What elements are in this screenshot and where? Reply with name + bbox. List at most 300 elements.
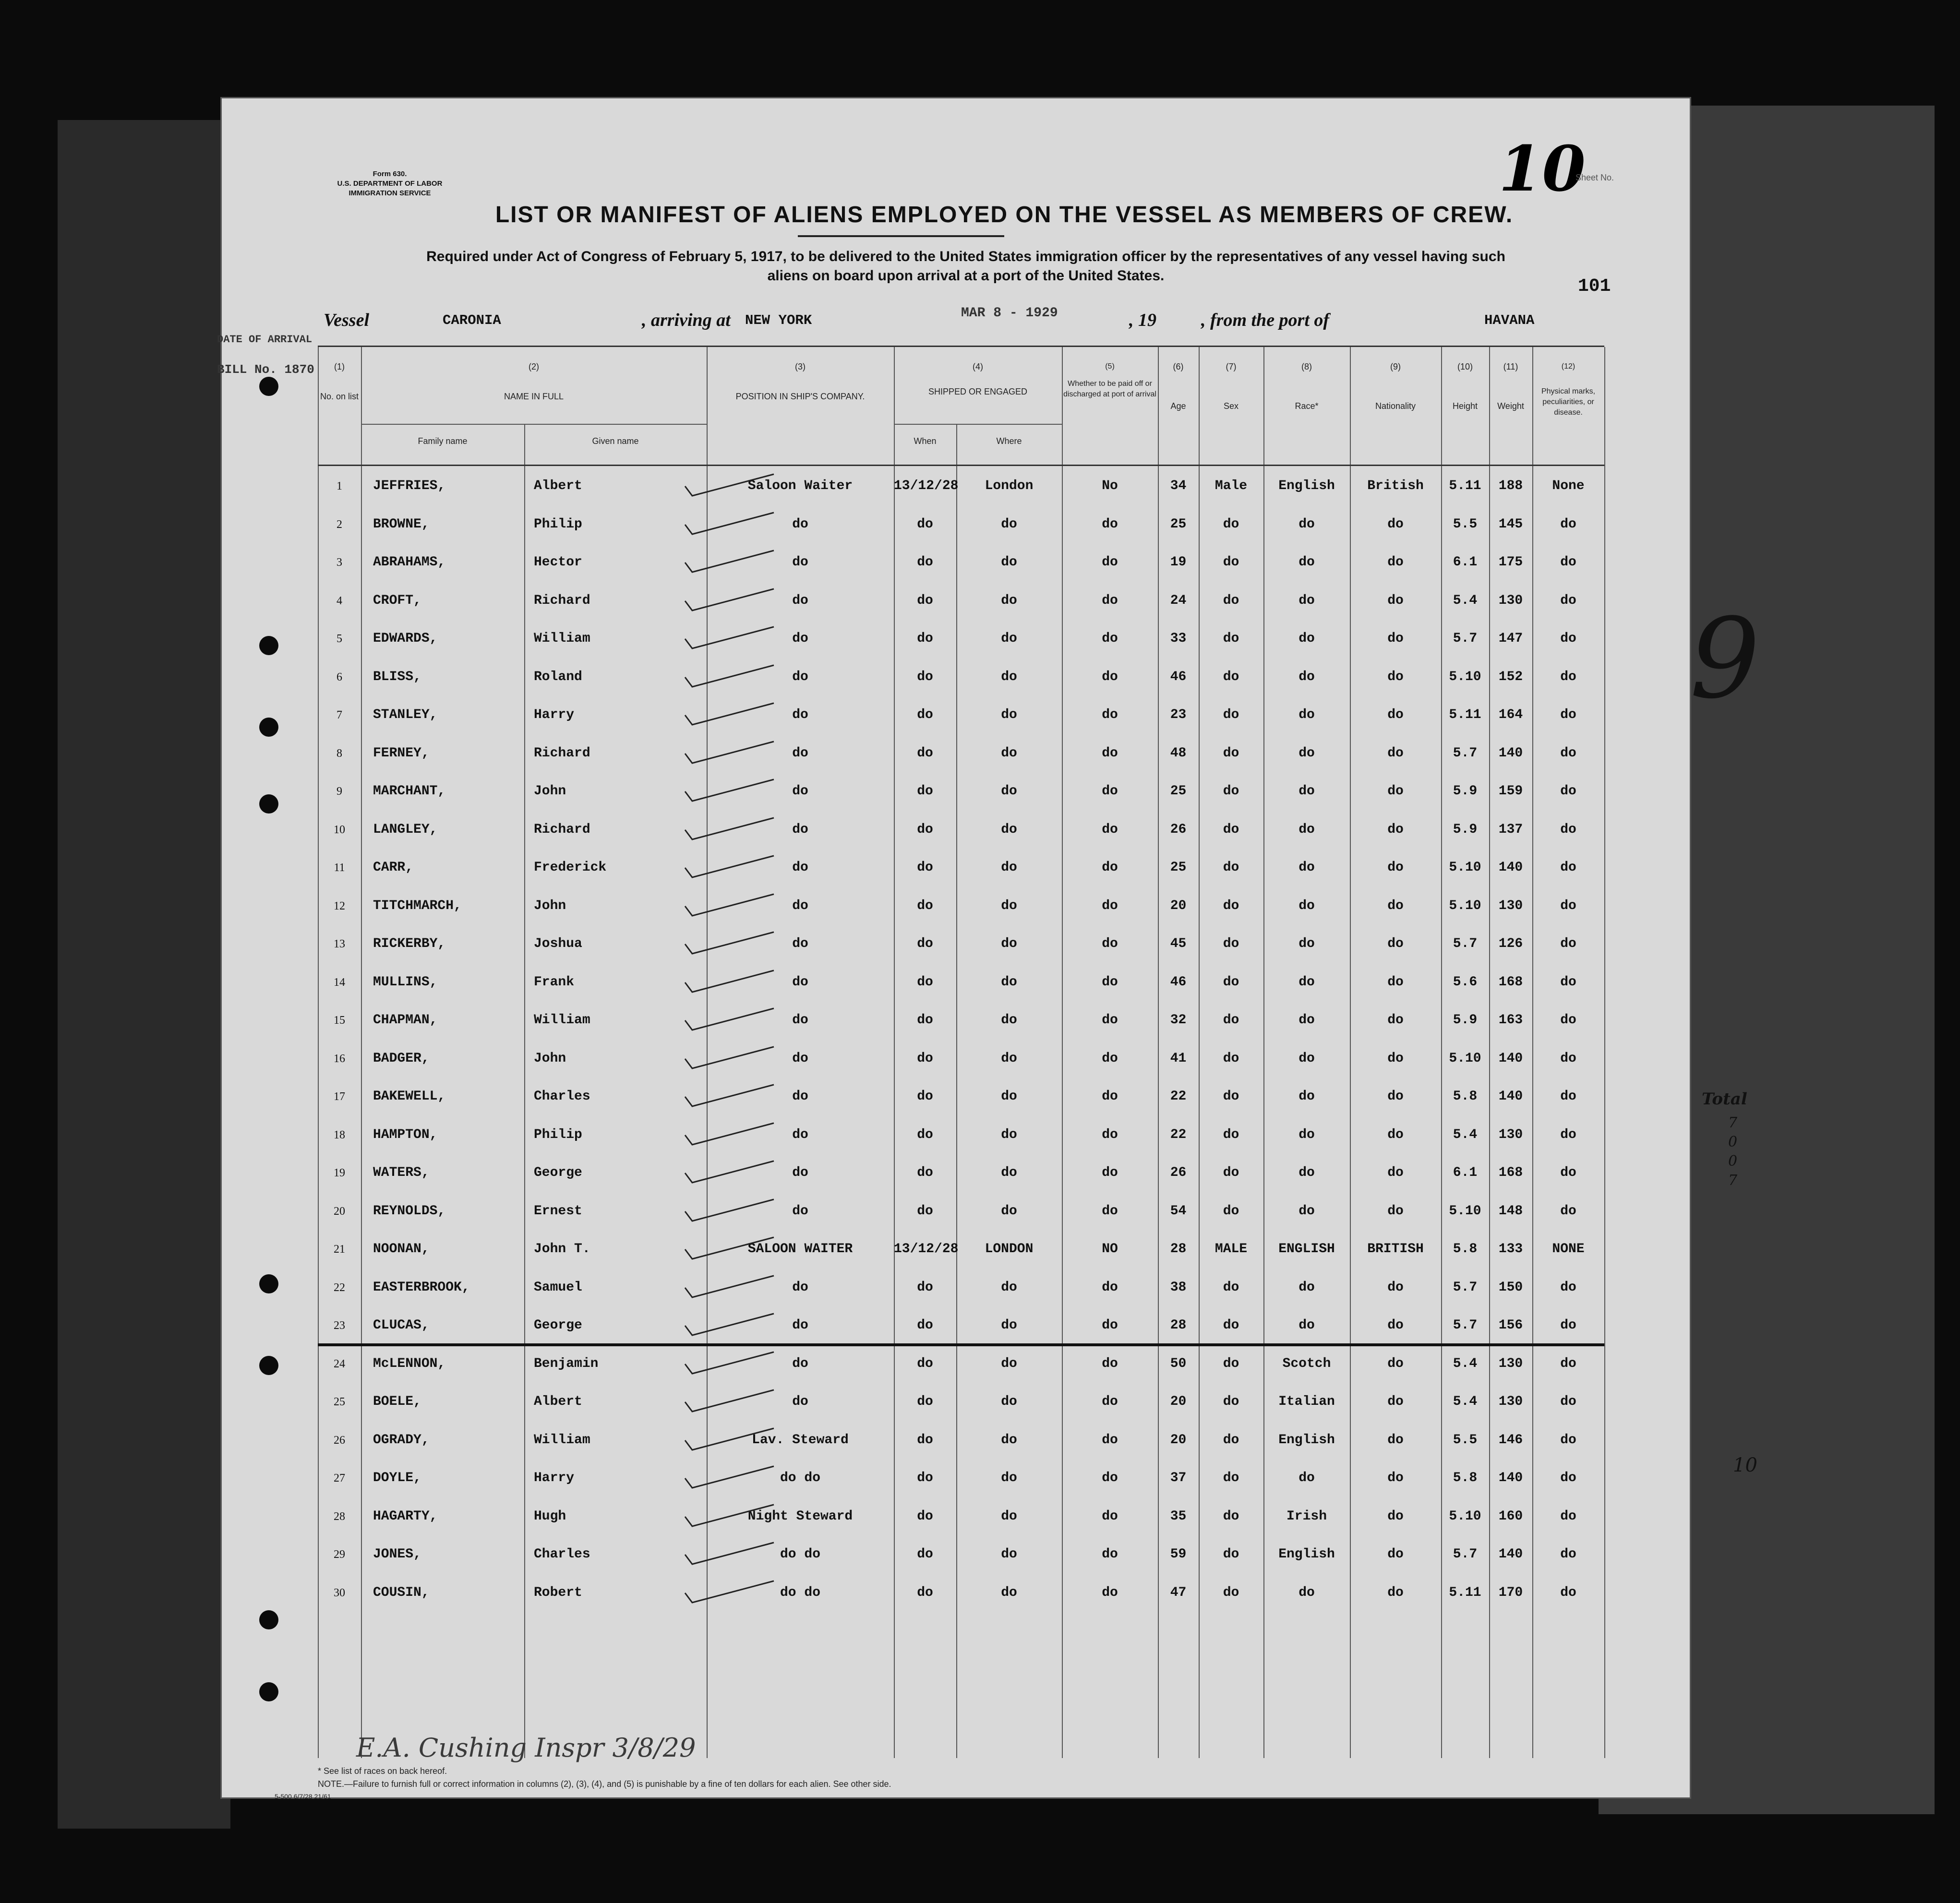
given-name-cell: Charles bbox=[534, 1547, 590, 1562]
shipped-where-cell: do bbox=[1001, 1432, 1017, 1448]
row-number-cell: 18 bbox=[334, 1128, 345, 1141]
family-name-cell: CLUCAS, bbox=[373, 1318, 430, 1333]
race-cell: do bbox=[1299, 707, 1315, 722]
paid-off-cell: do bbox=[1102, 669, 1118, 684]
physical-marks-cell: do bbox=[1560, 860, 1576, 875]
sex-cell: do bbox=[1223, 1127, 1239, 1142]
row-number-cell: 10 bbox=[334, 823, 345, 836]
paid-off-cell: do bbox=[1102, 516, 1118, 532]
footnote-penalty: NOTE.—Failure to furnish full or correct information in columns (2), (3), (4), and (5) is punishable by a fine of ten dollars for each alien. See other side. bbox=[318, 1779, 891, 1789]
shipped-when-cell: do bbox=[917, 1471, 933, 1485]
check-mark-icon bbox=[683, 930, 779, 958]
col-label: POSITION IN SHIP'S COMPANY. bbox=[735, 392, 865, 401]
shipped-when-cell: do bbox=[917, 1127, 933, 1142]
shipped-where-cell: do bbox=[1001, 1051, 1017, 1066]
paid-off-cell: do bbox=[1102, 898, 1118, 913]
family-name-cell: BROWNE, bbox=[373, 516, 430, 532]
check-mark-icon bbox=[683, 1540, 779, 1569]
family-name-cell: STANLEY, bbox=[373, 707, 438, 722]
col-index: (3) bbox=[795, 362, 806, 371]
height-cell: 5.6 bbox=[1453, 974, 1478, 990]
height-cell: 5.4 bbox=[1453, 1394, 1478, 1409]
family-name-cell: RICKERBY, bbox=[373, 936, 446, 951]
sex-cell: MALE bbox=[1214, 1242, 1248, 1257]
shipped-when-cell: do bbox=[917, 860, 933, 875]
position-cell: do bbox=[792, 1356, 808, 1371]
given-name-cell: Albert bbox=[534, 1394, 582, 1409]
race-cell: do bbox=[1299, 860, 1315, 875]
paid-off-cell: do bbox=[1102, 1089, 1118, 1104]
shipped-where-cell: do bbox=[1001, 707, 1017, 722]
weight-cell: 137 bbox=[1498, 822, 1523, 837]
age-cell: 25 bbox=[1170, 516, 1187, 532]
paid-off-cell: do bbox=[1102, 860, 1118, 875]
row-number-cell: 27 bbox=[334, 1472, 345, 1484]
shipped-where-cell: do bbox=[1001, 1585, 1017, 1600]
shipped-where-cell: do bbox=[1001, 1203, 1017, 1219]
physical-marks-cell: do bbox=[1560, 631, 1576, 646]
shipped-where-cell: do bbox=[1001, 593, 1017, 608]
age-cell: 22 bbox=[1170, 1127, 1187, 1142]
table-row bbox=[318, 849, 1604, 887]
header-subrule bbox=[894, 424, 1062, 425]
shipped-where-cell: do bbox=[1001, 555, 1017, 570]
paid-off-cell: NO bbox=[1102, 1242, 1118, 1257]
given-name-cell: Richard bbox=[534, 745, 590, 761]
given-name-cell: William bbox=[534, 631, 590, 646]
family-name-cell: HAMPTON, bbox=[373, 1127, 438, 1142]
sex-cell: do bbox=[1223, 516, 1239, 532]
sex-cell: do bbox=[1223, 974, 1239, 990]
nationality-cell: do bbox=[1387, 745, 1404, 761]
family-name-cell: BAKEWELL, bbox=[373, 1089, 446, 1104]
given-name-cell: John bbox=[534, 898, 566, 913]
race-cell: do bbox=[1299, 555, 1315, 570]
age-cell: 20 bbox=[1170, 898, 1187, 913]
physical-marks-cell: do bbox=[1560, 936, 1576, 951]
weight-cell: 130 bbox=[1498, 593, 1523, 608]
age-cell: 54 bbox=[1170, 1203, 1187, 1219]
nationality-cell: do bbox=[1387, 860, 1404, 875]
paid-off-cell: do bbox=[1102, 1432, 1118, 1448]
race-cell: do bbox=[1299, 784, 1315, 799]
check-mark-icon bbox=[683, 1197, 779, 1226]
age-cell: 47 bbox=[1170, 1585, 1187, 1600]
col-subheader-family: Family name bbox=[418, 436, 468, 446]
vessel-line bbox=[318, 306, 1662, 338]
given-name-cell: Samuel bbox=[534, 1280, 582, 1295]
weight-cell: 175 bbox=[1498, 555, 1523, 570]
weight-cell: 152 bbox=[1498, 669, 1523, 684]
punch-hole bbox=[259, 1610, 278, 1629]
sex-cell: do bbox=[1223, 1089, 1239, 1104]
position-cell: do bbox=[792, 1203, 808, 1219]
col-index: (4) bbox=[973, 362, 983, 371]
check-mark-icon bbox=[683, 1579, 779, 1607]
physical-marks-cell: do bbox=[1560, 707, 1576, 722]
race-cell: do bbox=[1299, 1203, 1315, 1219]
table-row bbox=[318, 1040, 1604, 1078]
family-name-cell: BLISS, bbox=[373, 669, 421, 684]
weight-cell: 130 bbox=[1498, 1394, 1523, 1409]
table-row bbox=[318, 1421, 1604, 1460]
shipped-when-cell: do bbox=[917, 1547, 933, 1562]
col-label: Weight bbox=[1497, 401, 1524, 411]
weight-cell: 164 bbox=[1498, 707, 1523, 722]
sex-cell: do bbox=[1223, 1203, 1239, 1219]
row-number-cell: 6 bbox=[337, 670, 342, 683]
nationality-cell: do bbox=[1387, 1432, 1404, 1448]
nationality-cell: do bbox=[1387, 1508, 1404, 1524]
col-index: (6) bbox=[1173, 362, 1184, 371]
weight-cell: 156 bbox=[1498, 1318, 1523, 1333]
given-name-cell: George bbox=[534, 1318, 582, 1333]
family-name-cell: ABRAHAMS, bbox=[373, 555, 446, 570]
paid-off-cell: do bbox=[1102, 631, 1118, 646]
col-header-height bbox=[1441, 361, 1489, 411]
family-name-cell: JONES, bbox=[373, 1547, 421, 1562]
page-title: LIST OR MANIFEST OF ALIENS EMPLOYED ON THE VESSEL AS MEMBERS OF CREW. bbox=[495, 202, 1514, 227]
table-row bbox=[318, 1116, 1604, 1154]
col-label: Age bbox=[1170, 401, 1186, 411]
weight-cell: 168 bbox=[1498, 1165, 1523, 1180]
family-name-cell: OGRADY, bbox=[373, 1432, 430, 1448]
col-index: (2) bbox=[529, 362, 539, 371]
shipped-when-cell: do bbox=[917, 822, 933, 837]
position-cell: do bbox=[792, 1165, 808, 1180]
physical-marks-cell: do bbox=[1560, 1508, 1576, 1524]
col-subheader-when: When bbox=[914, 436, 937, 446]
check-mark-icon bbox=[683, 624, 779, 653]
sex-cell: do bbox=[1223, 898, 1239, 913]
position-cell: do bbox=[792, 1013, 808, 1028]
shipped-when-cell: do bbox=[917, 1585, 933, 1600]
row-number-cell: 1 bbox=[337, 480, 342, 492]
vessel-name: CARONIA bbox=[443, 312, 501, 328]
given-name-cell: Philip bbox=[534, 516, 582, 532]
row-number-cell: 21 bbox=[334, 1243, 345, 1256]
requirement-text bbox=[294, 247, 1638, 286]
given-name-cell: William bbox=[534, 1013, 590, 1028]
height-cell: 5.4 bbox=[1453, 593, 1478, 608]
given-name-cell: Albert bbox=[534, 479, 582, 493]
column-rule bbox=[1604, 347, 1605, 1758]
nationality-cell: do bbox=[1387, 555, 1404, 570]
height-cell: 5.7 bbox=[1453, 936, 1478, 951]
vessel-label: Vessel bbox=[324, 310, 369, 330]
weight-cell: 126 bbox=[1498, 936, 1523, 951]
physical-marks-cell: do bbox=[1560, 1203, 1576, 1219]
height-cell: 5.8 bbox=[1453, 1242, 1478, 1257]
shipped-when-cell: do bbox=[917, 745, 933, 761]
shipped-where-cell: do bbox=[1001, 1508, 1017, 1524]
given-name-cell: Frederick bbox=[534, 860, 607, 875]
age-cell: 20 bbox=[1170, 1394, 1187, 1409]
table-row bbox=[318, 1535, 1604, 1574]
punch-hole bbox=[259, 794, 278, 814]
check-mark-icon bbox=[683, 548, 779, 577]
shipped-when-cell: do bbox=[917, 936, 933, 951]
age-cell: 59 bbox=[1170, 1547, 1187, 1562]
given-name-cell: William bbox=[534, 1432, 590, 1448]
shipped-when-cell: do bbox=[917, 898, 933, 913]
position-cell: do bbox=[792, 860, 808, 875]
sex-cell: Male bbox=[1214, 479, 1248, 493]
col-index: (12) bbox=[1561, 362, 1575, 371]
row-number-cell: 2 bbox=[337, 518, 342, 531]
sex-cell: do bbox=[1223, 1280, 1239, 1295]
family-name-cell: CROFT, bbox=[373, 593, 421, 608]
left-margin-date-label: DATE OF ARRIVAL bbox=[217, 334, 313, 346]
race-cell: English bbox=[1278, 1547, 1335, 1562]
col-label: Nationality bbox=[1375, 401, 1416, 411]
shipped-where-cell: do bbox=[1001, 669, 1017, 684]
race-cell: Irish bbox=[1286, 1508, 1327, 1524]
family-name-cell: MARCHANT, bbox=[373, 784, 446, 799]
paid-off-cell: do bbox=[1102, 1203, 1118, 1219]
shipped-where-cell: do bbox=[1001, 516, 1017, 532]
weight-cell: 170 bbox=[1498, 1585, 1523, 1600]
physical-marks-cell: do bbox=[1560, 669, 1576, 684]
nationality-cell: do bbox=[1387, 974, 1404, 990]
col-header-race bbox=[1263, 361, 1350, 411]
weight-cell: 188 bbox=[1498, 479, 1523, 493]
physical-marks-cell: do bbox=[1560, 555, 1576, 570]
punch-hole bbox=[259, 1274, 278, 1293]
col-header-weight bbox=[1489, 361, 1532, 411]
race-cell: Italian bbox=[1278, 1394, 1335, 1409]
physical-marks-cell: do bbox=[1560, 1471, 1576, 1485]
paid-off-cell: do bbox=[1102, 822, 1118, 837]
position-cell: do bbox=[792, 784, 808, 799]
shipped-when-cell: do bbox=[917, 707, 933, 722]
manifest-sheet bbox=[217, 98, 1690, 1800]
shipped-where-cell: do bbox=[1001, 1280, 1017, 1295]
check-mark-icon bbox=[683, 815, 779, 844]
row-number-cell: 9 bbox=[337, 785, 342, 798]
col-index: (8) bbox=[1301, 362, 1312, 371]
col-header-sex bbox=[1199, 361, 1263, 411]
race-cell: Scotch bbox=[1282, 1356, 1331, 1371]
check-mark-icon bbox=[683, 777, 779, 806]
sex-cell: do bbox=[1223, 784, 1239, 799]
physical-marks-cell: NONE bbox=[1552, 1242, 1585, 1257]
table-row bbox=[318, 467, 1604, 505]
tally-value: 0 bbox=[1728, 1153, 1738, 1170]
race-cell: do bbox=[1299, 898, 1315, 913]
col-index: (1) bbox=[334, 362, 345, 371]
height-cell: 5.8 bbox=[1453, 1471, 1478, 1485]
weight-cell: 140 bbox=[1498, 860, 1523, 875]
nationality-cell: do bbox=[1387, 936, 1404, 951]
col-index: (9) bbox=[1390, 362, 1401, 371]
col-label: Physical marks, peculiarities, or disease. bbox=[1541, 387, 1596, 417]
height-cell: 6.1 bbox=[1453, 555, 1478, 570]
table-row bbox=[318, 658, 1604, 696]
physical-marks-cell: do bbox=[1560, 822, 1576, 837]
age-cell: 25 bbox=[1170, 860, 1187, 875]
check-mark-icon bbox=[683, 968, 779, 997]
shipped-when-cell: do bbox=[917, 974, 933, 990]
race-cell: do bbox=[1299, 936, 1315, 951]
sex-cell: do bbox=[1223, 1013, 1239, 1028]
punch-hole bbox=[259, 718, 278, 737]
table-row bbox=[318, 772, 1604, 811]
nationality-cell: do bbox=[1387, 1013, 1404, 1028]
check-mark-icon bbox=[683, 853, 779, 882]
check-mark-icon bbox=[683, 1311, 779, 1340]
nationality-cell: do bbox=[1387, 1203, 1404, 1219]
given-name-cell: John bbox=[534, 784, 566, 799]
height-cell: 5.5 bbox=[1453, 1432, 1478, 1448]
nationality-cell: do bbox=[1387, 1547, 1404, 1562]
shipped-when-cell: do bbox=[917, 784, 933, 799]
position-cell: do bbox=[792, 822, 808, 837]
height-cell: 5.7 bbox=[1453, 1280, 1478, 1295]
position-cell: do bbox=[792, 1127, 808, 1142]
height-cell: 5.10 bbox=[1449, 860, 1481, 875]
shipped-where-cell: do bbox=[1001, 1318, 1017, 1333]
check-mark-icon bbox=[683, 1350, 779, 1378]
punch-hole bbox=[259, 1356, 278, 1375]
row-number-cell: 30 bbox=[334, 1586, 345, 1599]
check-mark-icon bbox=[683, 472, 779, 501]
table-row bbox=[318, 887, 1604, 925]
weight-cell: 146 bbox=[1498, 1432, 1523, 1448]
family-name-cell: REYNOLDS, bbox=[373, 1203, 446, 1219]
height-cell: 5.11 bbox=[1449, 479, 1481, 493]
race-cell: do bbox=[1299, 822, 1315, 837]
sex-cell: do bbox=[1223, 1585, 1239, 1600]
shipped-where-cell: do bbox=[1001, 784, 1017, 799]
weight-cell: 145 bbox=[1498, 516, 1523, 532]
physical-marks-cell: do bbox=[1560, 784, 1576, 799]
nationality-cell: do bbox=[1387, 1356, 1404, 1371]
family-name-cell: LANGLEY, bbox=[373, 822, 438, 837]
shipped-where-cell: do bbox=[1001, 1547, 1017, 1562]
sex-cell: do bbox=[1223, 936, 1239, 951]
table-row bbox=[318, 925, 1604, 963]
given-name-cell: Robert bbox=[534, 1585, 582, 1600]
weight-cell: 163 bbox=[1498, 1013, 1523, 1028]
position-cell: do do bbox=[780, 1471, 820, 1485]
shipped-when-cell: do bbox=[917, 1165, 933, 1180]
total-label: Total bbox=[1702, 1089, 1747, 1109]
sex-cell: do bbox=[1223, 745, 1239, 761]
check-mark-icon bbox=[683, 1082, 779, 1111]
family-name-cell: BADGER, bbox=[373, 1051, 430, 1066]
race-cell: do bbox=[1299, 1013, 1315, 1028]
physical-marks-cell: do bbox=[1560, 745, 1576, 761]
weight-cell: 140 bbox=[1498, 745, 1523, 761]
paid-off-cell: do bbox=[1102, 745, 1118, 761]
row-number-cell: 16 bbox=[334, 1052, 345, 1065]
shipped-where-cell: do bbox=[1001, 974, 1017, 990]
margin-number: 9 bbox=[1690, 595, 1760, 723]
row-number-cell: 15 bbox=[334, 1014, 345, 1027]
paid-off-cell: do bbox=[1102, 936, 1118, 951]
requirement-line-2: aliens on board upon arrival at a port of the United States. bbox=[767, 268, 1165, 284]
height-cell: 5.5 bbox=[1453, 516, 1478, 532]
family-name-cell: WATERS, bbox=[373, 1165, 430, 1180]
check-mark-icon bbox=[683, 1426, 779, 1455]
check-mark-icon bbox=[683, 739, 779, 768]
nationality-cell: do bbox=[1387, 1585, 1404, 1600]
paid-off-cell: do bbox=[1102, 1051, 1118, 1066]
race-cell: do bbox=[1299, 1165, 1315, 1180]
position-cell: do bbox=[792, 593, 808, 608]
shipped-where-cell: do bbox=[1001, 1394, 1017, 1409]
nationality-cell: do bbox=[1387, 669, 1404, 684]
physical-marks-cell: do bbox=[1560, 1585, 1576, 1600]
position-cell: Saloon Waiter bbox=[747, 479, 853, 493]
age-cell: 34 bbox=[1170, 479, 1187, 493]
physical-marks-cell: do bbox=[1560, 1356, 1576, 1371]
table-row bbox=[318, 734, 1604, 773]
col-label: SHIPPED OR ENGAGED bbox=[928, 387, 1028, 396]
age-cell: 22 bbox=[1170, 1089, 1187, 1104]
given-name-cell: Frank bbox=[534, 974, 575, 990]
height-cell: 5.10 bbox=[1449, 898, 1481, 913]
family-name-cell: JEFFRIES, bbox=[373, 479, 446, 493]
punch-hole bbox=[259, 1682, 278, 1701]
col-index: (7) bbox=[1226, 362, 1237, 371]
row-number-cell: 4 bbox=[337, 594, 342, 607]
paid-off-cell: do bbox=[1102, 1471, 1118, 1485]
shipped-where-cell: do bbox=[1001, 860, 1017, 875]
sex-cell: do bbox=[1223, 1471, 1239, 1485]
paid-off-cell: do bbox=[1102, 1508, 1118, 1524]
col-label: Height bbox=[1452, 401, 1478, 411]
weight-cell: 147 bbox=[1498, 631, 1523, 646]
nationality-cell: do bbox=[1387, 784, 1404, 799]
col-index: (10) bbox=[1457, 362, 1473, 371]
sex-cell: do bbox=[1223, 1432, 1239, 1448]
form-header bbox=[318, 169, 462, 198]
col-header-name bbox=[361, 361, 707, 402]
manifest-table bbox=[318, 346, 1604, 1758]
height-cell: 5.7 bbox=[1453, 1318, 1478, 1333]
arriving-port: NEW YORK bbox=[745, 312, 812, 328]
table-row bbox=[318, 696, 1604, 734]
shipped-when-cell: do bbox=[917, 555, 933, 570]
service-name: IMMIGRATION SERVICE bbox=[349, 189, 431, 197]
shipped-where-cell: do bbox=[1001, 1013, 1017, 1028]
race-cell: do bbox=[1299, 631, 1315, 646]
row-number-cell: 23 bbox=[334, 1319, 345, 1332]
race-cell: do bbox=[1299, 1089, 1315, 1104]
height-cell: 5.4 bbox=[1453, 1356, 1478, 1371]
age-cell: 48 bbox=[1170, 745, 1187, 761]
row-20-strikethrough bbox=[318, 1343, 1604, 1346]
age-cell: 20 bbox=[1170, 1432, 1187, 1448]
position-cell: do bbox=[792, 669, 808, 684]
given-name-cell: Hector bbox=[534, 555, 582, 570]
sex-cell: do bbox=[1223, 1394, 1239, 1409]
shipped-where-cell: do bbox=[1001, 936, 1017, 951]
physical-marks-cell: do bbox=[1560, 593, 1576, 608]
age-cell: 46 bbox=[1170, 974, 1187, 990]
given-name-cell: Hugh bbox=[534, 1508, 566, 1524]
arriving-label: , arriving at bbox=[642, 310, 731, 330]
weight-cell: 140 bbox=[1498, 1089, 1523, 1104]
punch-hole bbox=[259, 636, 278, 655]
nationality-cell: do bbox=[1387, 516, 1404, 532]
shipped-when-cell: 13/12/28 bbox=[894, 1242, 959, 1257]
race-cell: do bbox=[1299, 1051, 1315, 1066]
table-row bbox=[318, 1001, 1604, 1040]
row-number-cell: 29 bbox=[334, 1548, 345, 1561]
